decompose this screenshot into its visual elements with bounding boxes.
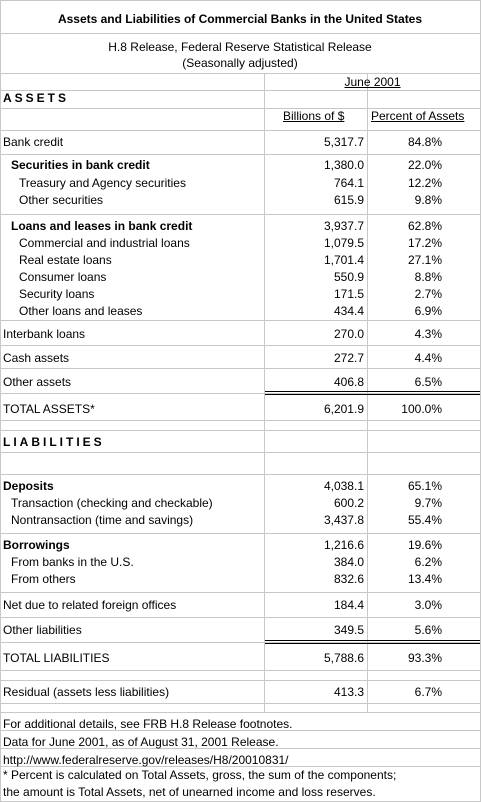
row-percent: 3.0% (414, 598, 442, 612)
row-percent: 84.8% (407, 135, 442, 149)
footnote: http://www.federalreserve.gov/releases/H8/20010831/ (3, 753, 289, 767)
row-label: TOTAL LIABILITIES (3, 651, 110, 665)
row-label: Interbank loans (3, 327, 86, 341)
row-value: 406.8 (333, 375, 364, 389)
footnote: Data for June 2001, as of August 31, 2001 Release. (3, 735, 279, 749)
row-label: From banks in the U.S. (11, 555, 134, 569)
row-value: 384.0 (333, 555, 364, 569)
row-label: Treasury and Agency securities (19, 176, 186, 190)
row-label: Commercial and industrial loans (19, 236, 190, 250)
row-value: 1,079.5 (323, 236, 364, 250)
row-label: Security loans (19, 287, 95, 301)
row-label: Net due to related foreign offices (3, 598, 177, 612)
row-percent: 62.8% (407, 219, 442, 233)
row-percent: 4.4% (414, 351, 442, 365)
assets-header: ASSETS (3, 91, 70, 105)
row-label: Other loans and leases (19, 304, 143, 318)
row-label: Consumer loans (19, 270, 107, 284)
row-value: 1,380.0 (323, 158, 364, 172)
row-percent: 100.0% (401, 402, 442, 416)
row-value: 3,937.7 (323, 219, 364, 233)
row-label: Bank credit (3, 135, 64, 149)
row-percent: 65.1% (407, 479, 442, 493)
row-percent: 55.4% (407, 513, 442, 527)
row-label: Deposits (3, 479, 54, 493)
row-value: 1,701.4 (323, 253, 364, 267)
row-percent: 6.9% (414, 304, 442, 318)
row-label: Loans and leases in bank credit (11, 219, 193, 233)
row-percent: 2.7% (414, 287, 442, 301)
row-label: Other securities (19, 193, 104, 207)
row-percent: 4.3% (414, 327, 442, 341)
row-percent: 17.2% (407, 236, 442, 250)
row-value: 272.7 (333, 351, 364, 365)
row-label: Other liabilities (3, 623, 82, 637)
row-value: 349.5 (333, 623, 364, 637)
grid-line (0, 0, 1, 802)
row-label: Borrowings (3, 538, 70, 552)
row-value: 171.5 (333, 287, 364, 301)
row-percent: 8.8% (414, 270, 442, 284)
row-percent: 27.1% (407, 253, 442, 267)
footnote: * Percent is calculated on Total Assets, gross, the sum of the components; (3, 768, 397, 782)
row-value: 270.0 (333, 327, 364, 341)
row-value: 5,317.7 (323, 135, 364, 149)
row-label: Securities in bank credit (11, 158, 150, 172)
col-header-percent: Percent of Assets (371, 109, 465, 123)
subtitle: H.8 Release, Federal Reserve Statistical Release (108, 40, 372, 54)
row-value: 615.9 (333, 193, 364, 207)
row-label: Nontransaction (time and savings) (11, 513, 194, 527)
row-percent: 93.3% (407, 651, 442, 665)
row-percent: 9.7% (414, 496, 442, 510)
row-label: Residual (assets less liabilities) (3, 685, 170, 699)
row-label: TOTAL ASSETS* (3, 402, 95, 416)
row-percent: 6.7% (414, 685, 442, 699)
row-percent: 5.6% (414, 623, 442, 637)
period-label: June 2001 (344, 75, 401, 89)
row-percent: 9.8% (414, 193, 442, 207)
row-value: 832.6 (333, 572, 364, 586)
row-percent: 19.6% (407, 538, 442, 552)
subtitle-adjusted: (Seasonally adjusted) (182, 56, 298, 70)
row-value: 3,437.8 (323, 513, 364, 527)
row-percent: 22.0% (407, 158, 442, 172)
row-label: Real estate loans (19, 253, 112, 267)
row-label: Cash assets (3, 351, 70, 365)
row-percent: 6.2% (414, 555, 442, 569)
page-title: Assets and Liabilities of Commercial Banks in the United States (57, 12, 423, 26)
col-header-billions: Billions of $ (283, 109, 345, 123)
footnote: For additional details, see FRB H.8 Release footnotes. (3, 717, 293, 731)
row-value: 764.1 (333, 176, 364, 190)
row-value: 1,216.6 (323, 538, 364, 552)
row-label: Transaction (checking and checkable) (11, 496, 213, 510)
row-value: 413.3 (333, 685, 364, 699)
row-label: Other assets (3, 375, 72, 389)
liabilities-header: LIABILITIES (3, 435, 105, 449)
row-value: 4,038.1 (323, 479, 364, 493)
row-value: 184.4 (333, 598, 364, 612)
row-value: 434.4 (333, 304, 364, 318)
row-value: 6,201.9 (323, 402, 364, 416)
row-percent: 12.2% (407, 176, 442, 190)
row-label: From others (11, 572, 76, 586)
row-percent: 13.4% (407, 572, 442, 586)
row-value: 5,788.6 (323, 651, 364, 665)
row-percent: 6.5% (414, 375, 442, 389)
row-value: 550.9 (333, 270, 364, 284)
row-value: 600.2 (333, 496, 364, 510)
footnote: the amount is Total Assets, net of unearned income and loss reserves. (3, 785, 376, 799)
